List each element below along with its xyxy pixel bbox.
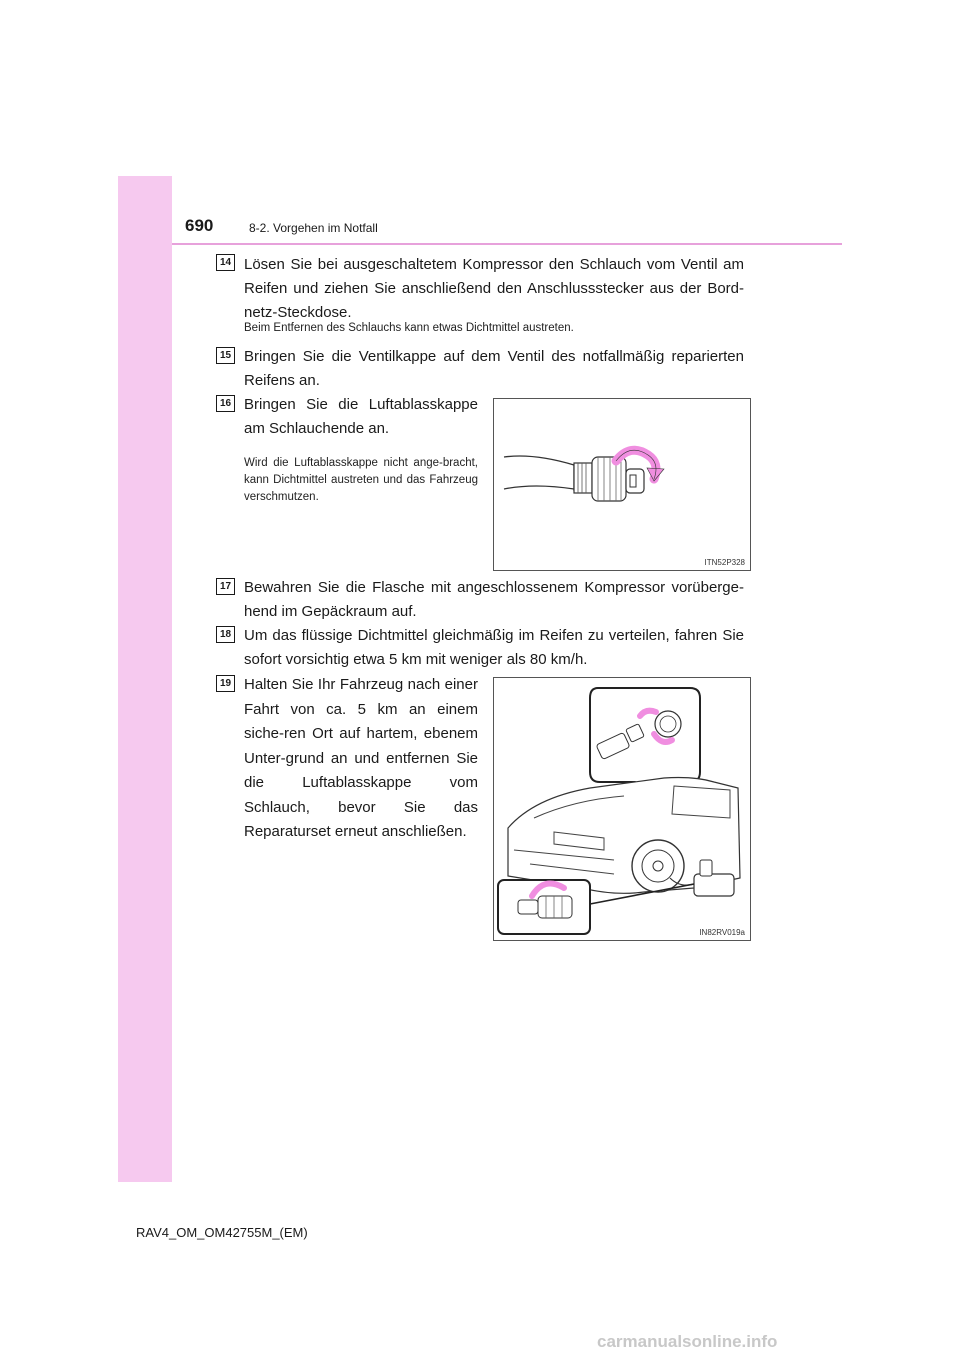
step-number-16: 16 [216, 395, 235, 412]
figure-code: IN82RV019a [699, 928, 745, 937]
step-number-19: 19 [216, 675, 235, 692]
step-number-14: 14 [216, 254, 235, 271]
step-14-text: Lösen Sie bei ausgeschaltetem Kompressor den Schlauch vom Ventil am Reifen und ziehen Sie anschließend den Anschlussstecker aus der Bord-netz-Steckdose. [244, 256, 744, 321]
chapter-sidebar-tab [118, 176, 172, 1182]
step-19-text: Halten Sie Ihr Fahrzeug nach einer Fahrt von ca. 5 km an einem siche-ren Ort auf hartem, ebenem Unter-grund an und entfernen Sie die Luftablasskappe vom Schlauch, bevor Sie das Reparaturset erneut anschließen. [244, 676, 478, 840]
step-15-text: Bringen Sie die Ventilkappe auf dem Ventil des notfallmäßig reparierten Reifens an. [244, 348, 744, 389]
vehicle-repair-kit-illustration [494, 678, 750, 940]
page-number: 690 [185, 216, 214, 235]
hose-cap-illustration [494, 399, 750, 570]
step-number-15: 15 [216, 347, 235, 364]
step-14-note: Beim Entfernen des Schlauchs kann etwas Dichtmittel austreten. [244, 322, 574, 334]
step-number-17: 17 [216, 578, 235, 595]
step-16-note: Wird die Luftablasskappe nicht ange-bracht, kann Dichtmittel austreten und das Fahrzeug verschmutzen. [244, 457, 478, 503]
figure-hose-cap [493, 398, 751, 571]
watermark: carmanualsonline.info [597, 1332, 778, 1351]
figure-code: ITN52P328 [704, 558, 745, 567]
step-16-text: Bringen Sie die Luftablasskappe am Schlauchende an. [244, 396, 478, 437]
document-code: RAV4_OM_OM42755M_(EM) [136, 1225, 308, 1240]
section-title: 8-2. Vorgehen im Notfall [249, 221, 378, 235]
header-rule [172, 243, 842, 245]
step-number-18: 18 [216, 626, 235, 643]
step-17-text: Bewahren Sie die Flasche mit angeschlossenem Kompressor vorüberge-hend im Gepäckraum auf. [244, 579, 744, 620]
step-18-text: Um das flüssige Dichtmittel gleichmäßig im Reifen zu verteilen, fahren Sie sofort vorsichtig etwa 5 km mit weniger als 80 km/h. [244, 627, 744, 668]
figure-vehicle-repair-kit [493, 677, 751, 941]
